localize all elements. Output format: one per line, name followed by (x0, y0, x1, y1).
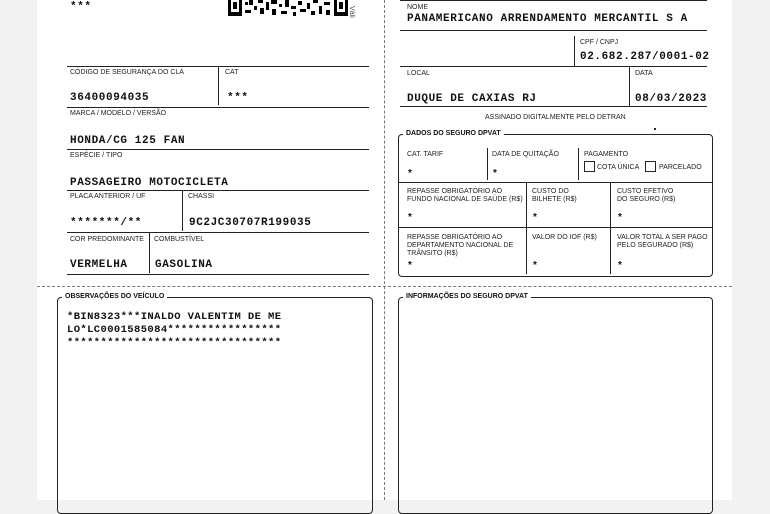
repasse-dnt-label-1: REPASSE OBRIGATÓRIO AO (407, 234, 503, 241)
placa-label: PLACA ANTERIOR / UF (70, 193, 146, 200)
especie-label: ESPÉCIE / TIPO (70, 152, 123, 159)
marca-value: HONDA/CG 125 FAN (70, 135, 186, 147)
local-label: LOCAL (407, 70, 430, 77)
divider-line (400, 30, 707, 31)
iof-value: * (533, 260, 537, 271)
divider-line (487, 148, 488, 180)
divider-line (67, 149, 369, 150)
dot-mark (654, 128, 656, 130)
chassi-label: CHASSI (188, 193, 215, 200)
nome-value: PANAMERICANO ARRENDAMENTO MERCANTIL S A (407, 13, 688, 25)
divider-line (610, 227, 611, 274)
divider-line (578, 148, 579, 180)
info-dpvat-box (398, 297, 713, 514)
repasse-fns-label-1: REPASSE OBRIGATÓRIO AO (407, 188, 503, 195)
divider-line (629, 66, 630, 106)
divider-line (67, 274, 369, 275)
parcelado-checkbox[interactable] (645, 161, 656, 172)
total-label-1: VALOR TOTAL A SER PAGO (617, 234, 708, 241)
pagamento-label: PAGAMENTO (584, 151, 629, 158)
cota-unica-checkbox[interactable] (584, 161, 595, 172)
divider-line (526, 227, 527, 274)
repasse-fns-value: * (408, 212, 412, 223)
custo-bilhete-label-2: BILHETE (R$) (532, 196, 577, 203)
cod-seg-label: CÓDIGO DE SEGURANÇA DO CLA (70, 69, 184, 76)
crlv-document (37, 0, 732, 500)
cpf-value: 02.682.287/0001-02 (580, 51, 710, 63)
observacoes-title: OBSERVAÇÕES DO VEÍCULO (62, 293, 167, 300)
info-dpvat-title: INFORMAÇÕES DO SEGURO DPVAT (403, 293, 531, 300)
custo-efetivo-value: * (618, 212, 622, 223)
vertical-cut-line (384, 0, 385, 500)
data-label: DATA (635, 70, 653, 77)
data-quitacao-label: DATA DE QUITAÇÃO (492, 151, 559, 158)
cat-value: *** (227, 92, 249, 104)
cod-seg-value: 36400094035 (70, 92, 150, 104)
cor-value: VERMELHA (70, 259, 128, 271)
horizontal-cut-line (37, 286, 732, 287)
observacoes-line-3: ******************************** (67, 337, 282, 349)
parcelado-label: PARCELADO (659, 164, 702, 171)
qr-code-icon (227, 0, 351, 18)
especie-value: PASSAGEIRO MOTOCICLETA (70, 177, 229, 189)
cpf-label: CPF / CNPJ (580, 39, 619, 46)
cat-label: CAT (225, 69, 239, 76)
valid-vertical-text: Váli (348, 6, 355, 18)
iof-label: VALOR DO IOF (R$) (532, 234, 597, 241)
placa-value: *******/** (70, 217, 143, 229)
divider-line (526, 182, 527, 227)
combustivel-value: GASOLINA (155, 259, 213, 271)
divider-line (398, 227, 713, 228)
divider-line (67, 107, 369, 108)
marca-label: MARCA / MODELO / VERSÃO (70, 110, 167, 117)
divider-line (400, 66, 707, 67)
repasse-dnt-value: * (408, 260, 412, 271)
cor-label: COR PREDOMINANTE (70, 236, 144, 243)
cat-tarif-label: CAT. TARIF (407, 151, 444, 158)
cota-unica-label: COTA ÚNICA (597, 164, 640, 171)
divider-line (400, 0, 707, 1)
combustivel-label: COMBUSTÍVEL (154, 236, 205, 243)
cat-tarif-value: * (408, 168, 412, 179)
divider-line (398, 182, 713, 183)
chassi-value: 9C2JC30707R199035 (189, 217, 312, 229)
custo-bilhete-label-1: CUSTO DO (532, 188, 569, 195)
observacoes-line-2: LO*LC0001585084***************** (67, 324, 282, 336)
custo-efetivo-label-1: CUSTO EFETIVO (617, 188, 674, 195)
divider-line (218, 66, 219, 105)
custo-bilhete-value: * (533, 212, 537, 223)
total-value: * (618, 260, 622, 271)
divider-line (67, 190, 369, 191)
divider-line (149, 232, 150, 273)
divider-line (610, 182, 611, 227)
repasse-dnt-label-3: TRÂNSITO (R$) (407, 250, 458, 257)
top-cat-value: *** (70, 1, 92, 13)
divider-line (574, 36, 575, 66)
data-value: 08/03/2023 (635, 93, 708, 105)
data-quitacao-value: * (493, 168, 497, 179)
repasse-fns-label-2: FUNDO NACIONAL DE SAÚDE (R$) (407, 196, 523, 203)
divider-line (400, 106, 707, 107)
signed-note: ASSINADO DIGITALMENTE PELO DETRAN (485, 114, 626, 121)
divider-line (67, 232, 369, 233)
repasse-dnt-label-2: DEPARTAMENTO NACIONAL DE (407, 242, 514, 249)
custo-efetivo-label-2: DO SEGURO (R$) (617, 196, 676, 203)
divider-line (182, 190, 183, 231)
nome-label: NOME (407, 4, 428, 11)
observacoes-line-1: *BIN8323***INALDO VALENTIM DE ME (67, 311, 282, 323)
local-value: DUQUE DE CAXIAS RJ (407, 93, 537, 105)
total-label-2: PELO SEGURADO (R$) (617, 242, 694, 249)
dpvat-title: DADOS DO SEGURO DPVAT (403, 130, 504, 137)
